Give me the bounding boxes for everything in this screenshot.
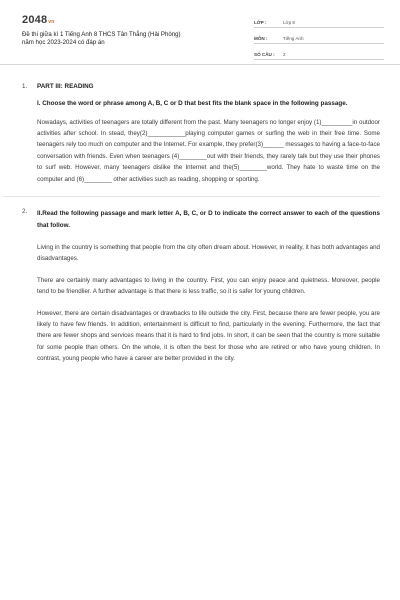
meta-count-value: 2: [283, 52, 286, 57]
question-1: [20, 83, 380, 185]
logo-suffix: vn: [48, 19, 55, 25]
logo-text: 2048: [22, 14, 48, 26]
question-2: [20, 208, 380, 365]
document-header: [0, 0, 400, 65]
question-number: 1.: [22, 83, 28, 90]
exam-title-line1: Đề thi giữa kì 1 Tiếng Anh 8 THCS Tân Thắng (Hải Phòng): [22, 31, 181, 38]
meta-subject-label: MÔN :: [254, 36, 268, 41]
question-number: 2.: [22, 207, 28, 215]
exam-content: [20, 83, 380, 365]
exam-title-line2: năm học 2023-2024 có đáp án: [22, 39, 105, 47]
question-divider: [3, 196, 380, 197]
meta-row-class: [254, 14, 384, 28]
site-logo[interactable]: [22, 14, 55, 26]
passage-paragraph: However, there are certain disadvantages or drawbacks to life outside the city. First, because there are fewer people, you are likely to have few friends. In addition, entertainment is difficult to find, particularly in the evening. Furthermore, the fact that there are fewer shops and services means that it is hard to find jobs. In short, it can be seen that the country is more suitable for some people than others. On the whole, it is often the best for those who are retired or who have young children. In contrast, young people who have a career are better provided in the city.: [37, 309, 380, 363]
part-title: PART III: READING: [37, 83, 94, 90]
passage-paragraph: Living in the country is something that people from the city often dream about. However, in reality, it has both advantages and disadvantages.: [37, 243, 380, 263]
question-instruction: II.Read the following passage and mark letter A, B, C, or D to indicate the correct answer to each of the questions that follow.: [37, 209, 380, 229]
passage-paragraph: There are certainly many advantages to living in the country. First, you can enjoy peace and quietness. Moreover, people tend to be friendlier. A further advantage is that there is less traffic, so it is safer for young children.: [37, 276, 380, 296]
meta-class-label: LỚP :: [254, 20, 267, 25]
meta-class-value: Lớp 8: [283, 20, 295, 25]
meta-row-count: [254, 46, 384, 60]
question-instruction: I. Choose the word or phrase among A, B, C or D that best fits the blank space in the following passage.: [37, 99, 348, 107]
meta-subject-value: Tiếng Anh: [283, 36, 304, 41]
meta-count-label: SỐ CÂU :: [254, 52, 275, 57]
exam-title: [22, 31, 247, 48]
meta-row-subject: [254, 30, 384, 44]
reading-passage: Nowadays, activities of teenagers are totally different from the past. Many teenagers no longer enjoy (1)_________in outdoor activities after school. In stead, they(2)___________playing computer games or surfing the web in their free time. Some teenagers rely too much on computer and the Internet. For example, they prefer(3)______ messages to having a face-to-face conversation with friends. Even when teenagers (4)________out with their friends, they rarely talk but they use their phones to surf web. However, many teenagers dislike the Internet and the(5)________world. They hate to waste time on the computer and (6)________ other activities such as reading, shopping or sporting.: [37, 118, 380, 183]
exam-meta: [254, 14, 384, 62]
